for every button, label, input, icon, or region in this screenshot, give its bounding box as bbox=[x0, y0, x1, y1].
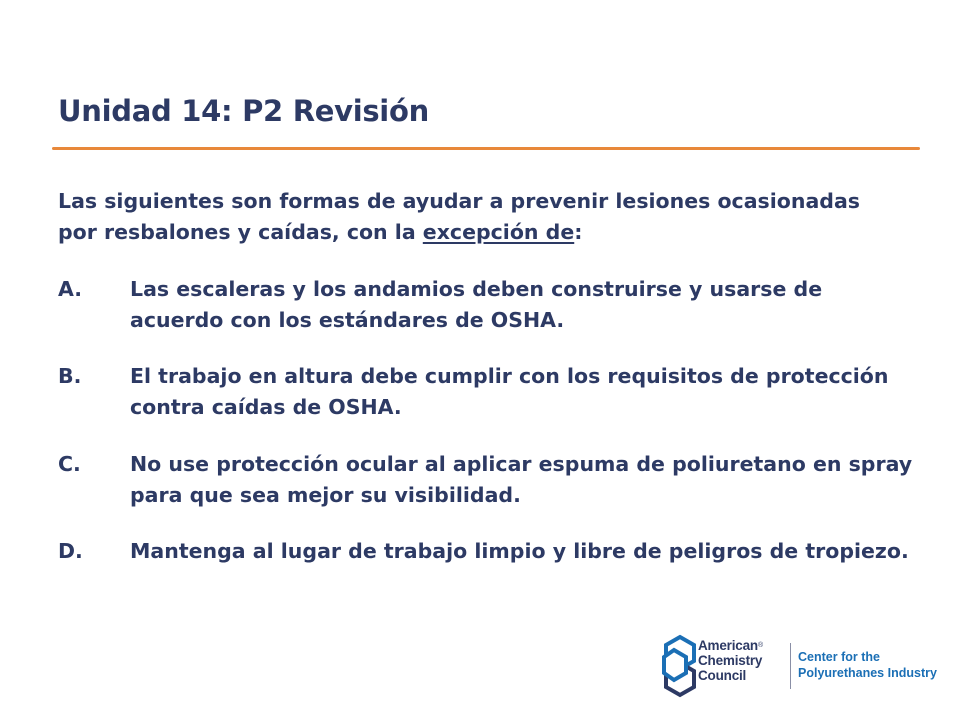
option-text: Las escaleras y los andamios deben construirse y usarse de acuerdo con los estándares de OSHA. bbox=[130, 277, 823, 332]
option-text: No use protección ocular al aplicar espuma de poliuretano en spray para que sea mejor su visibilidad. bbox=[130, 452, 913, 507]
question-prefix: Las siguientes son formas de ayudar a prevenir lesiones ocasionadas por resbalones y caídas, con la bbox=[58, 189, 860, 244]
slide-title: Unidad 14: P2 Revisión bbox=[58, 94, 429, 128]
hexagon-logo-icon bbox=[662, 633, 702, 703]
acc-name bbox=[698, 638, 763, 683]
option-text: El trabajo en altura debe cumplir con los requisitos de protección contra caídas de OSHA. bbox=[130, 364, 889, 419]
logo-divider bbox=[790, 643, 791, 689]
option-letter: C. bbox=[58, 452, 81, 476]
registered-mark: ® bbox=[757, 642, 763, 649]
option-letter: B. bbox=[58, 364, 82, 388]
option-letter: D. bbox=[58, 539, 83, 563]
acc-line-3: Council bbox=[698, 668, 747, 683]
cpi-name bbox=[798, 649, 937, 681]
question-suffix: : bbox=[574, 220, 583, 244]
acc-line-1: American bbox=[698, 638, 758, 653]
title-divider bbox=[52, 147, 920, 150]
cpi-line-2: Polyurethanes Industry bbox=[798, 666, 937, 680]
option-text: Mantenga al lugar de trabajo limpio y libre de peligros de tropiezo. bbox=[130, 539, 909, 563]
cpi-line-1: Center for the bbox=[798, 650, 880, 664]
option-letter: A. bbox=[58, 277, 83, 301]
footer-logo bbox=[662, 633, 942, 703]
question-text bbox=[58, 186, 888, 248]
question-emphasis: excepción de bbox=[422, 220, 575, 244]
acc-line-2: Chemistry bbox=[698, 653, 763, 668]
